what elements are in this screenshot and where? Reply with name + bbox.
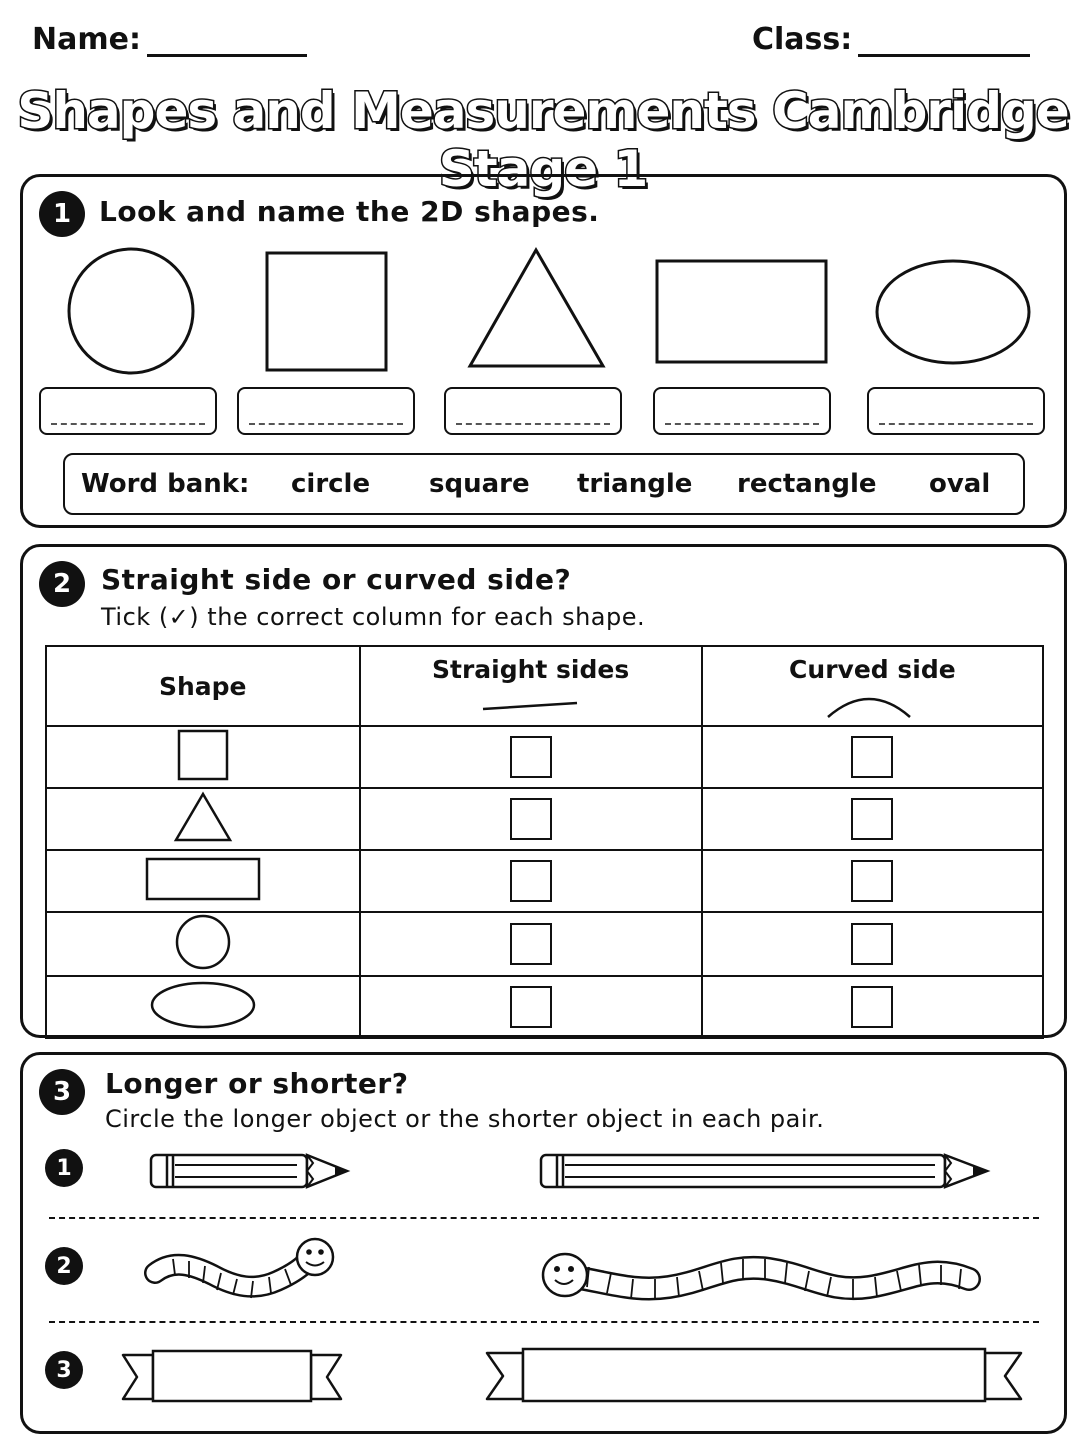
triangle-icon [172, 791, 234, 843]
table-row [46, 976, 1043, 1038]
worksheet-title: Shapes and Measurements Cambridge Stage 1 [17, 82, 1069, 198]
straight-sides-cell [360, 788, 702, 850]
long-worm-icon[interactable] [519, 1243, 991, 1313]
straight-tick-box[interactable] [510, 860, 552, 902]
table-row [46, 788, 1043, 850]
shape-cell [46, 788, 360, 850]
straight-sides-label: Straight sides [431, 655, 630, 684]
curved-side-cell [702, 788, 1043, 850]
name-blank-line[interactable] [147, 29, 307, 57]
column-header-shape: Shape [46, 646, 360, 726]
straight-tick-box[interactable] [510, 986, 552, 1028]
word-bank-word: circle [291, 469, 371, 499]
class-blank-line[interactable] [858, 29, 1030, 57]
answer-box-1[interactable] [39, 387, 217, 435]
table-row [46, 912, 1043, 976]
curved-side-cell [702, 850, 1043, 912]
question-title: Longer or shorter? [105, 1067, 409, 1100]
shape-cell [46, 976, 360, 1038]
shape-sides-table [45, 645, 1044, 1039]
divider [49, 1217, 1039, 1219]
answer-box-5[interactable] [867, 387, 1045, 435]
oval-icon [875, 259, 1033, 367]
column-header-straight [360, 646, 702, 726]
straight-tick-box[interactable] [510, 923, 552, 965]
answer-box-4[interactable] [653, 387, 831, 435]
question-title: Look and name the 2D shapes. [99, 195, 600, 228]
curved-tick-box[interactable] [851, 798, 893, 840]
answer-box-2[interactable] [237, 387, 415, 435]
divider [49, 1321, 1039, 1323]
curved-side-cell [702, 976, 1043, 1038]
name-label: Name: [32, 22, 141, 57]
shape-cell [46, 850, 360, 912]
curved-tick-box[interactable] [851, 986, 893, 1028]
pair-number-badge: 2 [45, 1247, 83, 1285]
section-longer-shorter [20, 1052, 1067, 1434]
triangle-icon [467, 247, 607, 369]
table-row [46, 726, 1043, 788]
question-title: Straight side or curved side? [101, 563, 572, 596]
word-bank-word: oval [929, 469, 991, 499]
straight-line-icon [481, 699, 581, 713]
straight-sides-cell [360, 850, 702, 912]
class-label: Class: [752, 22, 853, 57]
shape-cell [46, 912, 360, 976]
short-worm-icon[interactable] [143, 1235, 339, 1309]
curved-side-cell [702, 726, 1043, 788]
straight-sides-cell [360, 976, 702, 1038]
word-bank-label: Word bank: [81, 469, 250, 499]
section-straight-curved [20, 544, 1067, 1038]
word-bank-word: square [429, 469, 530, 499]
table-row [46, 850, 1043, 912]
word-bank [63, 453, 1025, 515]
oval-icon [148, 979, 258, 1031]
question-number-badge: 2 [39, 561, 85, 607]
column-header-curved [702, 646, 1043, 726]
question-number-badge: 3 [39, 1069, 85, 1115]
circle-icon [174, 913, 232, 971]
section-name-shapes [20, 174, 1067, 528]
long-pencil-icon[interactable] [537, 1151, 993, 1193]
straight-tick-box[interactable] [510, 736, 552, 778]
rectangle-icon [655, 259, 829, 365]
straight-sides-cell [360, 912, 702, 976]
short-pencil-icon[interactable] [147, 1151, 353, 1193]
word-bank-word: rectangle [737, 469, 877, 499]
shape-cell [46, 726, 360, 788]
curved-side-cell [702, 912, 1043, 976]
curved-tick-box[interactable] [851, 860, 893, 902]
curved-side-label: Curved side [789, 655, 956, 684]
question-instruction: Circle the longer object or the shorter object in each pair. [105, 1105, 825, 1133]
pair-number-badge: 1 [45, 1149, 83, 1187]
curved-tick-box[interactable] [851, 923, 893, 965]
curved-line-icon [825, 693, 913, 719]
name-field[interactable] [32, 22, 307, 57]
circle-icon [67, 247, 197, 377]
long-banner-icon[interactable] [483, 1345, 1025, 1407]
pair-number-badge: 3 [45, 1351, 83, 1389]
table-header-row [46, 646, 1043, 726]
straight-sides-cell [360, 726, 702, 788]
word-bank-word: triangle [577, 469, 693, 499]
class-field[interactable] [752, 22, 1030, 57]
question-number-badge: 1 [39, 191, 85, 237]
question-instruction: Tick (✓) the correct column for each shape. [101, 603, 646, 631]
curved-tick-box[interactable] [851, 736, 893, 778]
square-icon [265, 251, 389, 375]
answer-box-3[interactable] [444, 387, 622, 435]
straight-tick-box[interactable] [510, 798, 552, 840]
rectangle-icon [144, 856, 262, 902]
square-icon [176, 728, 230, 782]
short-banner-icon[interactable] [119, 1347, 345, 1407]
